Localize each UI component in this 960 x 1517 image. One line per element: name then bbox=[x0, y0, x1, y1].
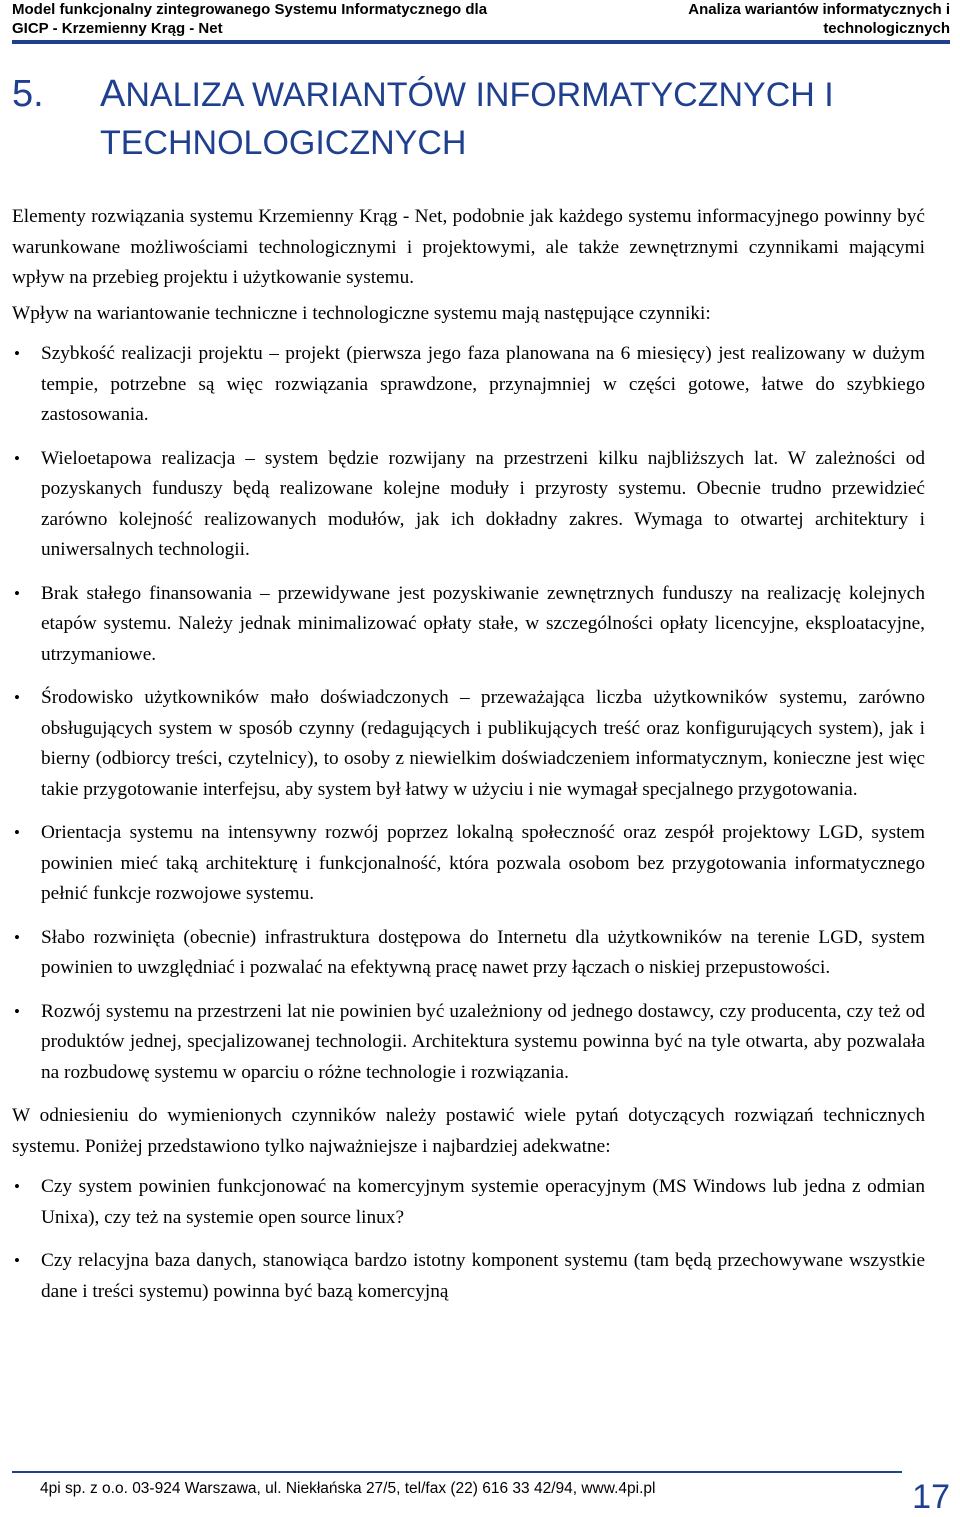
list-item: • Czy system powinien funkcjonować na komercyjnym systemie operacyjnym (MS Windows lub jedna z odmian Unixa), czy też na systemie open source linux? bbox=[12, 1172, 925, 1233]
bullet-icon: • bbox=[14, 1251, 20, 1270]
bullet-icon: • bbox=[14, 583, 20, 603]
bullet-icon: • bbox=[14, 1001, 20, 1021]
section-title-initial: A bbox=[100, 73, 126, 115]
bullet-icon: • bbox=[14, 1177, 20, 1196]
section-number: 5. bbox=[12, 73, 44, 115]
intro-paragraph: Elementy rozwiązania systemu Krzemienny Krąg - Net, podobnie jak każdego systemu informacyjnego powinny być warunkowane możliwościami technologicznymi i projektowymi, ale także zewnętrznymi czynnikami mającymi wpływ na przebieg projektu i użytkowanie systemu. bbox=[12, 206, 925, 288]
list-item: • Brak stałego finansowania – przewidywane jest pozyskiwanie zewnętrznych funduszy na realizację kolejnych etapów systemu. Należy jednak minimalizować opłaty stałe, w szczególności opłaty licencyjne, eksploatacyjne, utrzymaniowe. bbox=[12, 579, 925, 671]
page-number: 17 bbox=[912, 1478, 950, 1516]
list-item: • Szybkość realizacji projektu – projekt (pierwsza jego faza planowana na 6 miesięcy) jest realizowany w dużym tempie, potrzebne są więc rozwiązania sprawdzone, przynajmniej w części gotowe, łatwe do szybkiego zastosowania. bbox=[12, 339, 925, 431]
bullet-icon: • bbox=[14, 823, 20, 842]
footer-address: 4pi sp. z o.o. 03-924 Warszawa, ul. Niekłańska 27/5, tel/fax (22) 616 33 42/94, www.4pi.pl bbox=[40, 1480, 656, 1497]
questions-list bbox=[12, 1172, 925, 1307]
page-header bbox=[12, 0, 950, 40]
list-item: • Słabo rozwinięta (obecnie) infrastruktura dostępowa do Internetu dla użytkowników na terenie LGD, system powinien to uwzględniać i pozwalać na efektywną pracę nawet przy łączach o niskiej przepustowości. bbox=[12, 923, 925, 984]
header-left-line-1: Model funkcjonalny zintegrowanego Systemu Informatycznego dla bbox=[12, 1, 488, 18]
factors-list bbox=[12, 339, 925, 1088]
section-title bbox=[100, 70, 930, 167]
header-chapter-title bbox=[688, 0, 950, 38]
questions-lead-paragraph: W odniesieniu do wymienionych czynników należy postawić wiele pytań dotyczących rozwiązań technicznych systemu. Poniżej przedstawiono tylko najważniejsze i najbardziej adekwatne: bbox=[12, 1105, 925, 1157]
header-divider bbox=[12, 40, 950, 44]
header-left-line-2: GICP - Krzemienny Krąg - Net bbox=[12, 20, 223, 37]
list-item: • Wieloetapowa realizacja – system będzie rozwijany na przestrzeni kilku najbliższych lat. W zależności od pozyskanych funduszy będą realizowane kolejne moduły i przyrosty systemu. Obecnie trudno przewidzieć zarówno kolejność realizowanych modułów, jak ich dokładny zakres. Wymaga to otwartej architektury i uniwersalnych technologii. bbox=[12, 444, 925, 566]
bullet-icon: • bbox=[14, 688, 20, 707]
footer-divider bbox=[12, 1471, 902, 1473]
section-title-line-2: TECHNOLOGICZNYCH bbox=[100, 124, 467, 162]
header-right-line-1: Analiza wariantów informatycznych i bbox=[688, 1, 950, 18]
factors-lead-paragraph: Wpływ na wariantowanie techniczne i technologiczne systemu mają następujące czynniki: bbox=[12, 302, 711, 324]
bullet-icon: • bbox=[14, 927, 20, 947]
header-right-line-2: technologicznych bbox=[823, 20, 950, 37]
bullet-icon: • bbox=[14, 448, 20, 468]
list-item: • Orientacja systemu na intensywny rozwój poprzez lokalną społeczność oraz zespół projektowy LGD, system powinien mieć taką architekturę i funkcjonalność, która pozwala osobom bez przygotowania informatycznego pełnić funkcje rozwojowe systemu. bbox=[12, 818, 925, 910]
body-text bbox=[12, 202, 925, 1320]
header-document-title bbox=[12, 0, 487, 38]
list-item: • Rozwój systemu na przestrzeni lat nie powinien być uzależniony od jednego dostawcy, czy producenta, czy też od produktów jednej, specjalizowanej technologii. Architektura systemu powinna być na tyle otwarta, aby pozwalała na rozbudowę systemu w oparciu o różne technologie i rozwiązania. bbox=[12, 997, 925, 1089]
list-item: • Czy relacyjna baza danych, stanowiąca bardzo istotny komponent systemu (tam będą przechowywane wszystkie dane i treści systemu) powinna być bazą komercyjną bbox=[12, 1246, 925, 1307]
list-item: • Środowisko użytkowników mało doświadczonych – przeważająca liczba użytkowników systemu, zarówno obsługujących system w sposób czynny (redagujących i publikujących treść oraz konfigurujących system), jak i bierny (odbiorcy treści, czytelnicy), to osoby z niewielkim doświadczeniem informatycznym, konieczne jest więc takie przygotowanie interfejsu, aby system był łatwy w użyciu i nie wymagał specjalnego przygotowania. bbox=[12, 683, 925, 805]
section-title-line-1: NALIZA WARIANTÓW INFORMATYCZNYCH I bbox=[125, 76, 834, 114]
bullet-icon: • bbox=[14, 344, 20, 363]
